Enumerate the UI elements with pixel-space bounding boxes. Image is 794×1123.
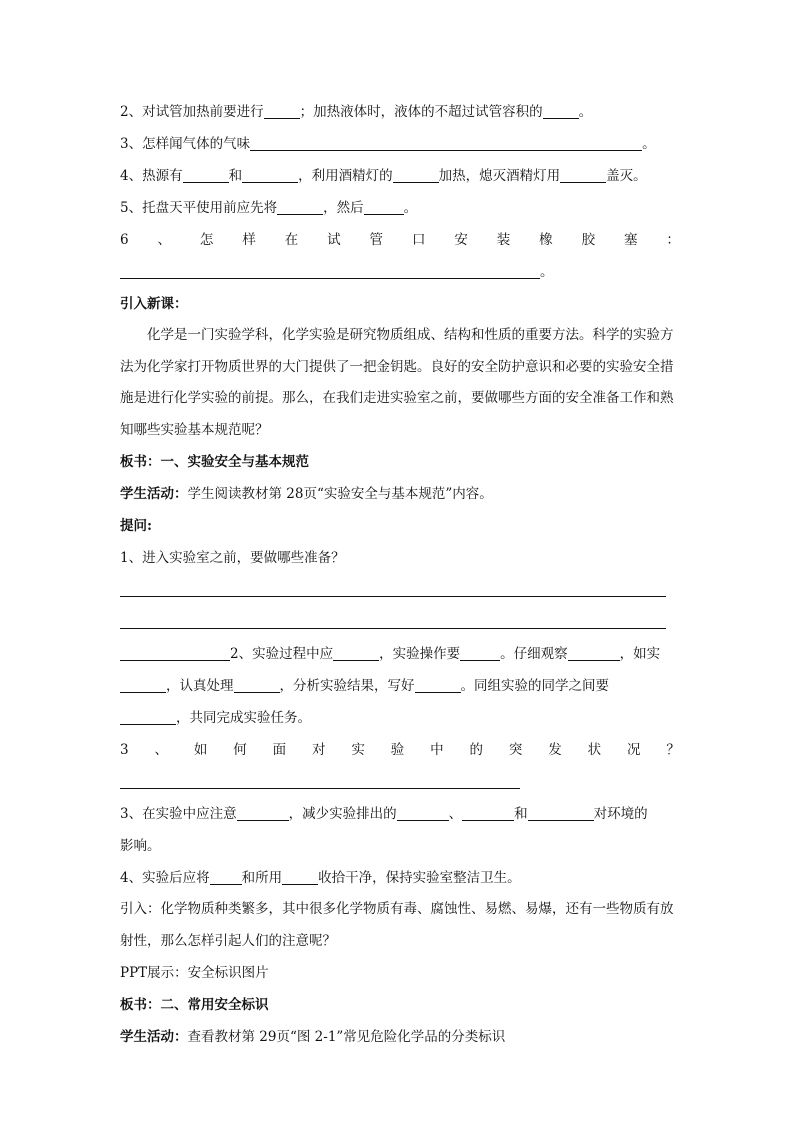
blank[interactable] bbox=[242, 164, 298, 183]
blank[interactable] bbox=[264, 100, 300, 119]
prep-question: 1、进入实验室之前，要做哪些准备？ bbox=[120, 550, 345, 566]
process-question-cont: ，认真处理 ，分析实验结果，写好 。同组实验的同学之间要 bbox=[120, 670, 680, 702]
environment-question: 3、在实验中应注意 ，减少实验排出的 、 和 对环境的 bbox=[120, 798, 680, 830]
board-heading-2: 板书：二、常用安全标识 bbox=[120, 997, 269, 1013]
answer-line[interactable] bbox=[120, 766, 680, 798]
answer-line[interactable] bbox=[120, 606, 680, 638]
intro-transition: 引入：化学物质种类繁多，其中很多化学物质有毒、腐蚀性、易燃、易爆，还有一些物质有放射性，那么怎样引起人们的注意呢？ bbox=[120, 901, 674, 949]
intro-paragraph: 化学是一门实验学科，化学实验是研究物质组成、结构和性质的重要方法。科学的实验方法为化学家打开物质世界的大门提供了一把金钥匙。良好的安全防护意识和必要的实验安全措施是进行化学实验的前提。那么，在我们走进实验室之前，要做哪些方面的安全准备工作和熟知哪些实验基本规范呢？ bbox=[120, 327, 674, 438]
blank[interactable] bbox=[560, 164, 606, 183]
intro-heading: 引入新课： bbox=[120, 296, 188, 312]
question-4: 4、热源有 和 ，利用酒精灯的 加热，熄灭酒精灯用 盖灭。 bbox=[120, 160, 680, 192]
blank[interactable] bbox=[460, 642, 500, 661]
blank[interactable] bbox=[210, 866, 242, 885]
question-2: 2、对试管加热前要进行 ；加热液体时，液体的不超过试管容积的 。 bbox=[120, 96, 680, 128]
blank[interactable] bbox=[234, 674, 280, 693]
blank[interactable] bbox=[250, 132, 642, 151]
blank[interactable] bbox=[120, 674, 166, 693]
question-3: 3、怎样闻气体的气味 。 bbox=[120, 128, 680, 160]
student-activity-1: 学生活动：学生阅读教材第 28页“实验安全与基本规范”内容。 bbox=[120, 486, 493, 502]
emergency-question: 3 、 如 何 面 对 实 验 中 的 突 发 状 况 ？ bbox=[120, 742, 680, 758]
blank[interactable] bbox=[237, 802, 289, 821]
question-5: 5、托盘天平使用前应先将 ，然后 。 bbox=[120, 192, 680, 224]
question-6-answer: 。 bbox=[120, 256, 680, 288]
blank[interactable] bbox=[415, 674, 461, 693]
environment-question-cont: 影响。 bbox=[120, 838, 161, 854]
blank[interactable] bbox=[543, 100, 579, 119]
board-heading-1: 板书：一、实验安全与基本规范 bbox=[120, 454, 309, 470]
answer-line[interactable] bbox=[120, 574, 680, 606]
blank[interactable] bbox=[120, 642, 230, 661]
blank[interactable] bbox=[120, 706, 176, 725]
blank[interactable] bbox=[277, 196, 323, 215]
blank[interactable] bbox=[393, 164, 439, 183]
blank[interactable] bbox=[183, 164, 229, 183]
blank[interactable] bbox=[528, 802, 594, 821]
question-6: 6 、 怎 样 在 试 管 口 安 装 橡 胶 塞 ： bbox=[120, 232, 680, 248]
question-heading: 提问: bbox=[120, 518, 152, 534]
blank[interactable] bbox=[333, 642, 379, 661]
blank[interactable] bbox=[120, 260, 540, 279]
process-question: 2、实验过程中应 ，实验操作要 。仔细观察 ，如实 bbox=[120, 638, 680, 670]
blank[interactable] bbox=[282, 866, 318, 885]
process-question-cont-2: ，共同完成实验任务。 bbox=[120, 702, 680, 734]
cleanup-question: 4、实验后应将 和所用 收拾干净，保持实验室整洁卫生。 bbox=[120, 862, 680, 894]
document-page bbox=[120, 96, 680, 1053]
ppt-display: PPT展示：安全标识图片 bbox=[120, 965, 269, 981]
blank[interactable] bbox=[462, 802, 514, 821]
blank[interactable] bbox=[568, 642, 620, 661]
student-activity-2: 学生活动：查看教材第 29页“图 2-1”常见危险化学品的分类标识 bbox=[120, 1029, 506, 1045]
blank[interactable] bbox=[397, 802, 449, 821]
blank[interactable] bbox=[364, 196, 404, 215]
